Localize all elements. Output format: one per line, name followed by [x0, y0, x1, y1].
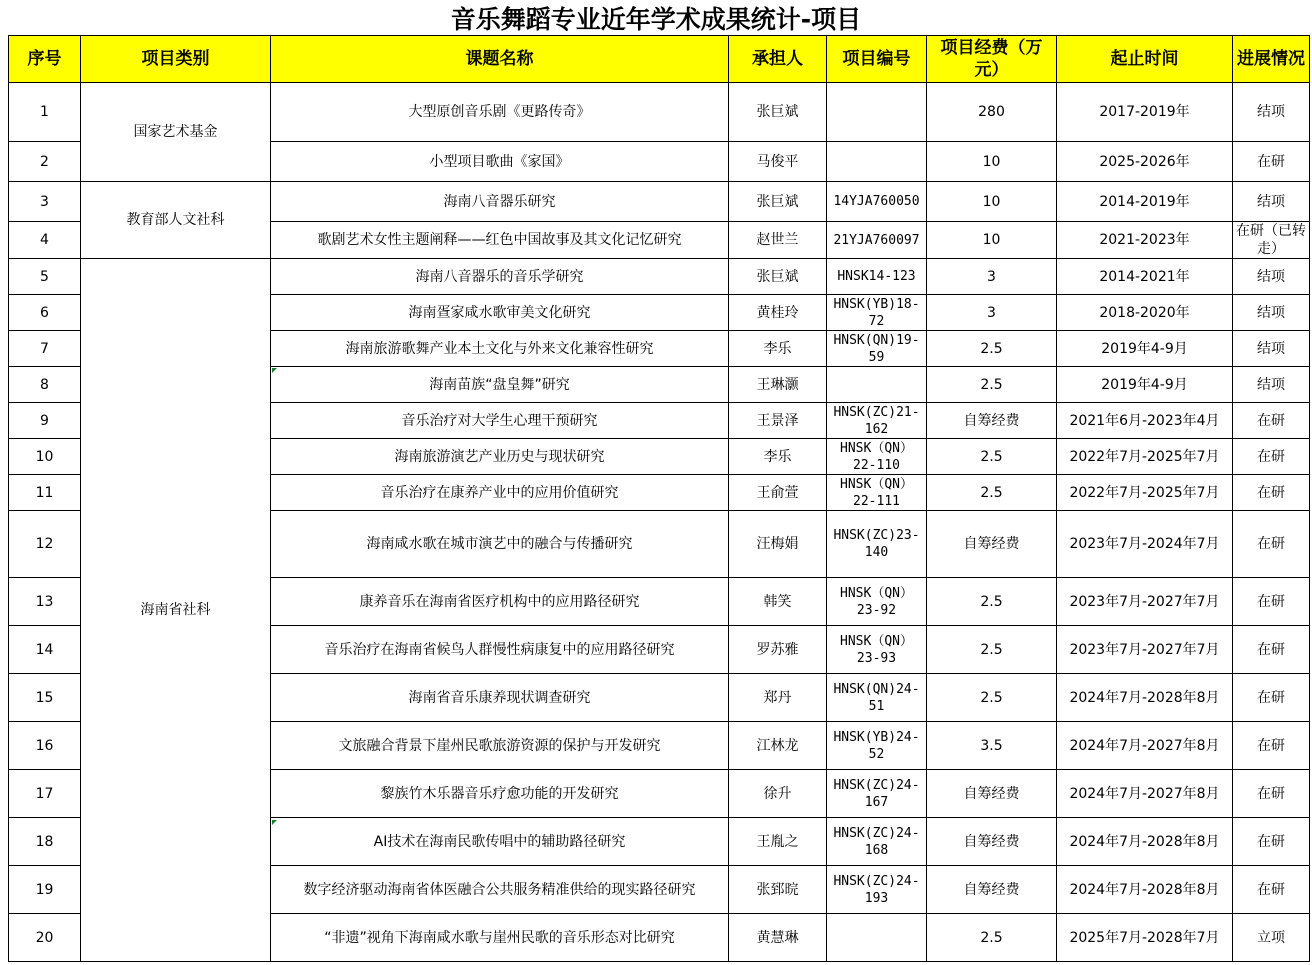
- cell-period[interactable]: 2024年7月-2028年8月: [1057, 818, 1233, 866]
- cell-person[interactable]: 张巨斌: [729, 83, 827, 142]
- cell-no[interactable]: 9: [9, 403, 81, 439]
- cell-funds[interactable]: 自筹经费: [927, 403, 1057, 439]
- cell-period[interactable]: 2025年7月-2028年7月: [1057, 914, 1233, 962]
- cell-code[interactable]: HNSK（QN）23-92: [827, 578, 927, 626]
- cell-comment-marker: [272, 368, 277, 373]
- cell-person[interactable]: 张巨斌: [729, 182, 827, 222]
- cell-no[interactable]: 10: [9, 439, 81, 475]
- cell-name[interactable]: 海南省音乐康养现状调查研究: [271, 674, 729, 722]
- cell-status[interactable]: 在研: [1233, 439, 1310, 475]
- cell-code[interactable]: [827, 367, 927, 403]
- cell-funds[interactable]: 2.5: [927, 914, 1057, 962]
- table-row: [9, 83, 1310, 142]
- cell-period[interactable]: 2021年6月-2023年4月: [1057, 403, 1233, 439]
- header-period[interactable]: 起止时间: [1057, 36, 1233, 83]
- cell-no[interactable]: 12: [9, 511, 81, 578]
- cell-code[interactable]: HNSK（QN）22-111: [827, 475, 927, 511]
- cell-code[interactable]: HNSK14-123: [827, 259, 927, 295]
- cell-status[interactable]: 在研: [1233, 722, 1310, 770]
- cell-code[interactable]: HNSK(ZC)23-140: [827, 511, 927, 578]
- cell-name[interactable]: 音乐治疗在海南省候鸟人群慢性病康复中的应用路径研究: [271, 626, 729, 674]
- cell-no[interactable]: 13: [9, 578, 81, 626]
- projects-table: [8, 35, 1310, 962]
- cell-person[interactable]: 郑丹: [729, 674, 827, 722]
- cell-no[interactable]: 14: [9, 626, 81, 674]
- cell-name[interactable]: 黎族竹木乐器音乐疗愈功能的开发研究: [271, 770, 729, 818]
- cell-comment-marker: [272, 820, 277, 825]
- cell-status[interactable]: 在研: [1233, 142, 1310, 182]
- cell-person[interactable]: 罗苏雅: [729, 626, 827, 674]
- cell-person[interactable]: 赵世兰: [729, 222, 827, 259]
- cell-code[interactable]: HNSK（QN）22-110: [827, 439, 927, 475]
- cell-period[interactable]: 2019年4-9月: [1057, 331, 1233, 367]
- cell-person[interactable]: 黄桂玲: [729, 295, 827, 331]
- cell-funds[interactable]: 3: [927, 295, 1057, 331]
- cell-code[interactable]: HNSK(QN)19-59: [827, 331, 927, 367]
- cell-funds[interactable]: 2.5: [927, 331, 1057, 367]
- header-row: [9, 36, 1310, 83]
- cell-status[interactable]: 结项: [1233, 182, 1310, 222]
- cell-funds[interactable]: 280: [927, 83, 1057, 142]
- header-person[interactable]: 承担人: [729, 36, 827, 83]
- cell-category[interactable]: 教育部人文社科: [81, 182, 271, 259]
- cell-code[interactable]: [827, 83, 927, 142]
- cell-name[interactable]: 音乐治疗在康养产业中的应用价值研究: [271, 475, 729, 511]
- cell-no[interactable]: 3: [9, 182, 81, 222]
- cell-person[interactable]: 王胤之: [729, 818, 827, 866]
- cell-person[interactable]: 江林龙: [729, 722, 827, 770]
- cell-name[interactable]: AI技术在海南民歌传唱中的辅助路径研究: [271, 818, 729, 866]
- cell-period[interactable]: 2019年4-9月: [1057, 367, 1233, 403]
- cell-no[interactable]: 6: [9, 295, 81, 331]
- cell-code[interactable]: HNSK（QN）23-93: [827, 626, 927, 674]
- cell-funds[interactable]: 自筹经费: [927, 818, 1057, 866]
- cell-funds[interactable]: 3.5: [927, 722, 1057, 770]
- cell-code[interactable]: [827, 142, 927, 182]
- cell-funds[interactable]: 2.5: [927, 475, 1057, 511]
- cell-name[interactable]: 小型项目歌曲《家国》: [271, 142, 729, 182]
- cell-name[interactable]: 音乐治疗对大学生心理干预研究: [271, 403, 729, 439]
- table-row: [9, 182, 1310, 222]
- cell-period[interactable]: 2023年7月-2027年7月: [1057, 578, 1233, 626]
- cell-no[interactable]: 19: [9, 866, 81, 914]
- header-funds[interactable]: 项目经费（万元）: [927, 36, 1057, 83]
- cell-period[interactable]: 2024年7月-2027年8月: [1057, 722, 1233, 770]
- cell-code[interactable]: HNSK(ZC)24-193: [827, 866, 927, 914]
- cell-status[interactable]: 在研: [1233, 578, 1310, 626]
- sheet-title: 音乐舞蹈专业近年学术成果统计-项目: [450, 5, 862, 34]
- cell-person[interactable]: 王景泽: [729, 403, 827, 439]
- cell-code[interactable]: HNSK(ZC)21-162: [827, 403, 927, 439]
- cell-funds[interactable]: 2.5: [927, 674, 1057, 722]
- cell-person[interactable]: 黄慧琳: [729, 914, 827, 962]
- cell-name[interactable]: 歌剧艺术女性主题阐释——红色中国故事及其文化记忆研究: [271, 222, 729, 259]
- cell-code[interactable]: 14YJA760050: [827, 182, 927, 222]
- cell-status[interactable]: 结项: [1233, 295, 1310, 331]
- cell-funds[interactable]: 10: [927, 222, 1057, 259]
- cell-category[interactable]: 国家艺术基金: [81, 83, 271, 182]
- cell-period[interactable]: 2017-2019年: [1057, 83, 1233, 142]
- cell-person[interactable]: 王琳灏: [729, 367, 827, 403]
- cell-status[interactable]: 在研（已转走）: [1233, 222, 1310, 259]
- cell-code[interactable]: HNSK(ZC)24-167: [827, 770, 927, 818]
- cell-no[interactable]: 15: [9, 674, 81, 722]
- cell-funds[interactable]: 2.5: [927, 626, 1057, 674]
- cell-period[interactable]: 2023年7月-2027年7月: [1057, 626, 1233, 674]
- cell-name[interactable]: 海南苗族“盘皇舞”研究: [271, 367, 729, 403]
- cell-funds[interactable]: 自筹经费: [927, 866, 1057, 914]
- cell-period[interactable]: 2014-2021年: [1057, 259, 1233, 295]
- cell-period[interactable]: 2024年7月-2028年8月: [1057, 866, 1233, 914]
- cell-code[interactable]: [827, 914, 927, 962]
- cell-status[interactable]: 在研: [1233, 674, 1310, 722]
- cell-person[interactable]: 张巨斌: [729, 259, 827, 295]
- header-name[interactable]: 课题名称: [271, 36, 729, 83]
- cell-status[interactable]: 结项: [1233, 83, 1310, 142]
- cell-no[interactable]: 5: [9, 259, 81, 295]
- cell-status[interactable]: 结项: [1233, 331, 1310, 367]
- cell-status[interactable]: 在研: [1233, 866, 1310, 914]
- cell-period[interactable]: 2014-2019年: [1057, 182, 1233, 222]
- cell-funds[interactable]: 2.5: [927, 578, 1057, 626]
- cell-funds[interactable]: 3: [927, 259, 1057, 295]
- cell-person[interactable]: 王俞萱: [729, 475, 827, 511]
- cell-period[interactable]: 2024年7月-2027年8月: [1057, 770, 1233, 818]
- cell-code[interactable]: HNSK(YB)24-52: [827, 722, 927, 770]
- cell-funds[interactable]: 自筹经费: [927, 511, 1057, 578]
- cell-person[interactable]: 张郅晥: [729, 866, 827, 914]
- cell-status[interactable]: 在研: [1233, 511, 1310, 578]
- cell-status[interactable]: 在研: [1233, 818, 1310, 866]
- cell-no[interactable]: 7: [9, 331, 81, 367]
- cell-status[interactable]: 立项: [1233, 914, 1310, 962]
- cell-person[interactable]: 韩笑: [729, 578, 827, 626]
- header-code[interactable]: 项目编号: [827, 36, 927, 83]
- cell-name[interactable]: 海南八音器乐的音乐学研究: [271, 259, 729, 295]
- cell-person[interactable]: 李乐: [729, 331, 827, 367]
- cell-name[interactable]: 海南旅游歌舞产业本土文化与外来文化兼容性研究: [271, 331, 729, 367]
- cell-name[interactable]: 海南疍家咸水歌审美文化研究: [271, 295, 729, 331]
- cell-no[interactable]: 18: [9, 818, 81, 866]
- cell-name[interactable]: 海南咸水歌在城市演艺中的融合与传播研究: [271, 511, 729, 578]
- cell-period[interactable]: 2024年7月-2028年8月: [1057, 674, 1233, 722]
- cell-name[interactable]: 文旅融合背景下崖州民歌旅游资源的保护与开发研究: [271, 722, 729, 770]
- cell-period[interactable]: 2025-2026年: [1057, 142, 1233, 182]
- cell-name[interactable]: 大型原创音乐剧《更路传奇》: [271, 83, 729, 142]
- cell-no[interactable]: 16: [9, 722, 81, 770]
- cell-funds[interactable]: 10: [927, 182, 1057, 222]
- cell-no[interactable]: 1: [9, 83, 81, 142]
- cell-period[interactable]: 2018-2020年: [1057, 295, 1233, 331]
- header-no[interactable]: 序号: [9, 36, 81, 83]
- cell-status[interactable]: 在研: [1233, 626, 1310, 674]
- cell-name[interactable]: 康养音乐在海南省医疗机构中的应用路径研究: [271, 578, 729, 626]
- cell-code[interactable]: 21YJA760097: [827, 222, 927, 259]
- cell-person[interactable]: 徐升: [729, 770, 827, 818]
- cell-name[interactable]: 海南八音器乐研究: [271, 182, 729, 222]
- header-category[interactable]: 项目类别: [81, 36, 271, 83]
- cell-funds[interactable]: 2.5: [927, 439, 1057, 475]
- cell-code[interactable]: HNSK(YB)18-72: [827, 295, 927, 331]
- header-status[interactable]: 进展情况: [1233, 36, 1310, 83]
- cell-no[interactable]: 11: [9, 475, 81, 511]
- cell-name[interactable]: 数字经济驱动海南省体医融合公共服务精准供给的现实路径研究: [271, 866, 729, 914]
- cell-funds[interactable]: 2.5: [927, 367, 1057, 403]
- cell-period[interactable]: 2022年7月-2025年7月: [1057, 439, 1233, 475]
- cell-name[interactable]: “非遗”视角下海南咸水歌与崖州民歌的音乐形态对比研究: [271, 914, 729, 962]
- cell-funds[interactable]: 自筹经费: [927, 770, 1057, 818]
- cell-no[interactable]: 4: [9, 222, 81, 259]
- cell-category[interactable]: 海南省社科: [81, 259, 271, 962]
- cell-no[interactable]: 20: [9, 914, 81, 962]
- cell-period[interactable]: 2021-2023年: [1057, 222, 1233, 259]
- cell-status[interactable]: 在研: [1233, 403, 1310, 439]
- cell-status[interactable]: 结项: [1233, 259, 1310, 295]
- cell-name[interactable]: 海南旅游演艺产业历史与现状研究: [271, 439, 729, 475]
- cell-person[interactable]: 马俊平: [729, 142, 827, 182]
- cell-status[interactable]: 在研: [1233, 770, 1310, 818]
- cell-code[interactable]: HNSK(QN)24-51: [827, 674, 927, 722]
- cell-no[interactable]: 2: [9, 142, 81, 182]
- cell-period[interactable]: 2022年7月-2025年7月: [1057, 475, 1233, 511]
- table-row: [9, 259, 1310, 295]
- cell-no[interactable]: 8: [9, 367, 81, 403]
- cell-funds[interactable]: 10: [927, 142, 1057, 182]
- cell-no[interactable]: 17: [9, 770, 81, 818]
- cell-status[interactable]: 在研: [1233, 475, 1310, 511]
- cell-code[interactable]: HNSK(ZC)24-168: [827, 818, 927, 866]
- cell-period[interactable]: 2023年7月-2024年7月: [1057, 511, 1233, 578]
- cell-person[interactable]: 李乐: [729, 439, 827, 475]
- cell-person[interactable]: 汪梅娟: [729, 511, 827, 578]
- cell-status[interactable]: 结项: [1233, 367, 1310, 403]
